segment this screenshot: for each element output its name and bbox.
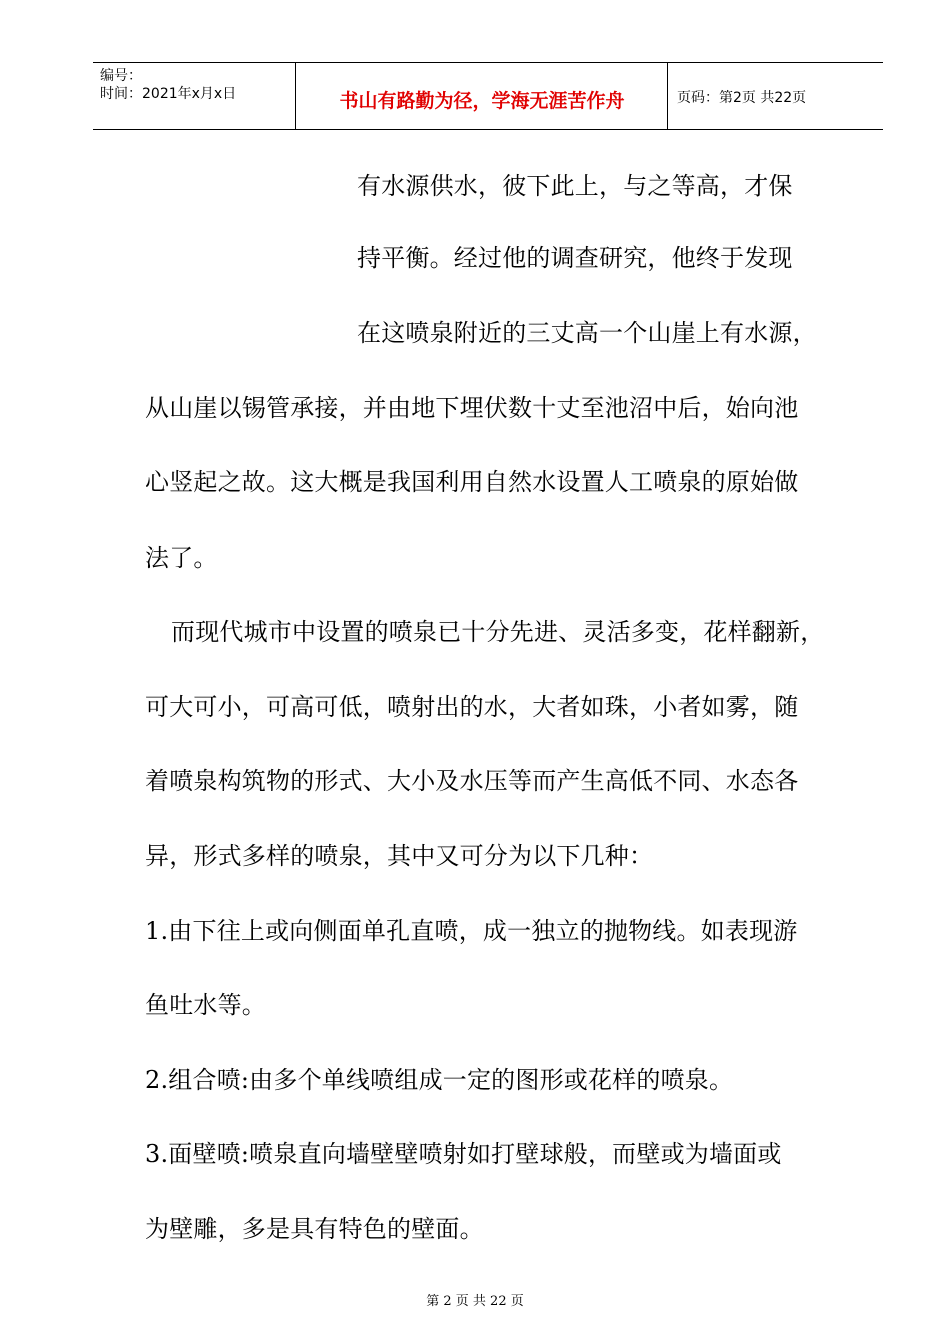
list-item: 2.组合喷:由多个单线喷组成一定的图形或花样的喷泉。	[145, 1066, 734, 1094]
body-line: 而现代城市中设置的喷泉已十分先进、灵活多变，花样翻新，	[171, 618, 825, 646]
list-item-continuation: 鱼吐水等。	[145, 991, 266, 1019]
body-line: 持平衡。经过他的调查研究，他终于发现	[357, 244, 793, 272]
list-item: 3.面壁喷:喷泉直向墙壁壁喷射如打壁球般，而壁或为墙面或	[145, 1140, 782, 1168]
body-line: 法了。	[145, 544, 218, 572]
body-line: 有水源供水，彼下此上，与之等高，才保	[357, 172, 793, 200]
header-bottom-border	[93, 129, 883, 130]
body-line: 着喷泉构筑物的形式、大小及水压等而产生高低不同、水态各	[145, 767, 799, 795]
header-number-label: 编号：	[100, 68, 142, 84]
header-top-border	[93, 62, 883, 63]
body-line: 从山崖以锡管承接，并由地下埋伏数十丈至池沼中后，始向池	[145, 394, 799, 422]
header-time-label: 时间：2021年x月x日	[100, 86, 237, 102]
body-line: 心竖起之故。这大概是我国利用自然水设置人工喷泉的原始做	[145, 468, 799, 496]
header-motto: 书山有路勤为径，学海无涯苦作舟	[339, 90, 625, 112]
body-line: 可大可小，可高可低，喷射出的水，大者如珠，小者如雾，随	[145, 693, 799, 721]
list-item-continuation: 为壁雕，多是具有特色的壁面。	[145, 1215, 484, 1243]
body-line: 异，形式多样的喷泉，其中又可分为以下几种：	[145, 842, 654, 870]
list-item: 1.由下往上或向侧面单孔直喷，成一独立的抛物线。如表现游	[145, 917, 798, 945]
page-footer: 第 2 页 共 22 页	[426, 1294, 524, 1309]
header-page-info: 页码：第2页 共22页	[677, 90, 807, 106]
body-line: 在这喷泉附近的三丈高一个山崖上有水源，	[357, 319, 817, 347]
